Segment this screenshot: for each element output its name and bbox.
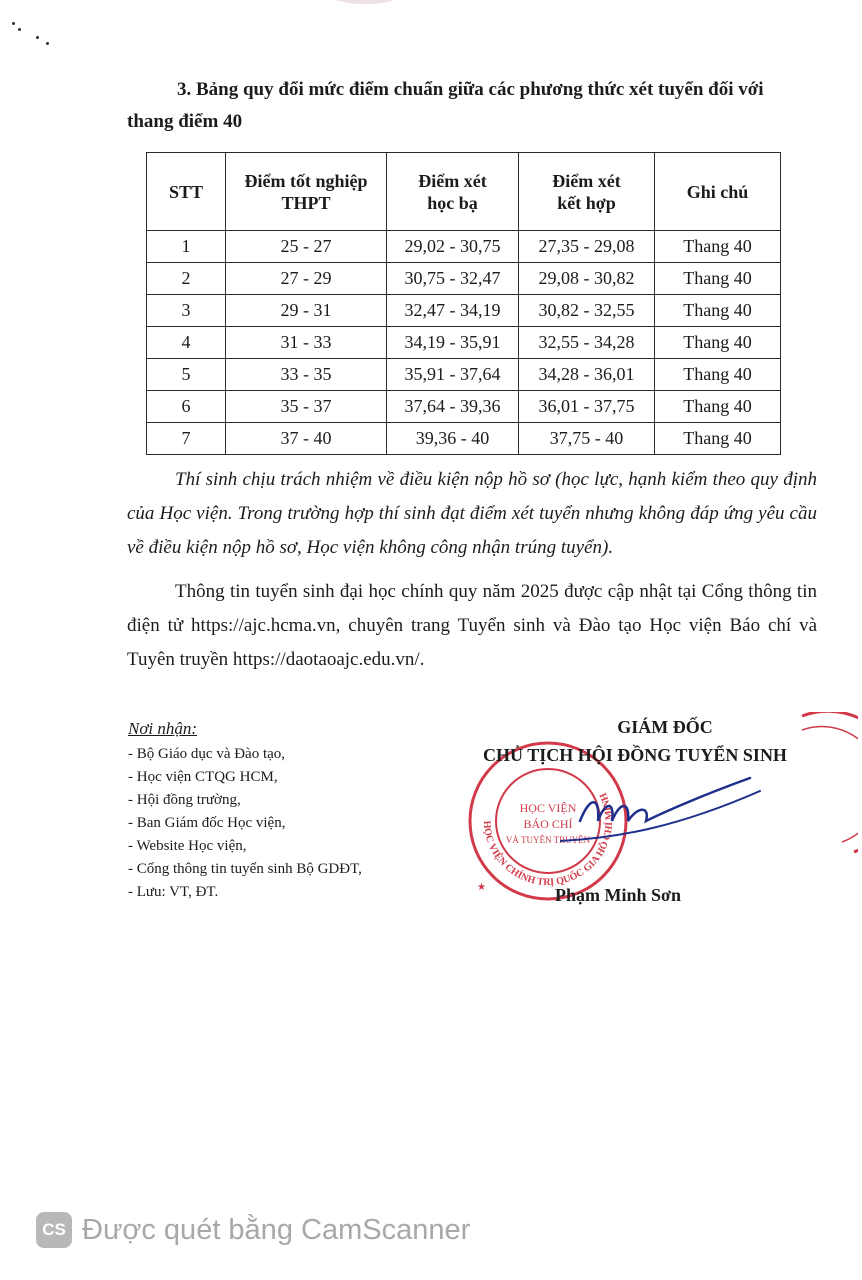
list-item: - Học viện CTQG HCM, — [128, 769, 278, 785]
list-item: - Website Học viện, — [128, 838, 247, 854]
stamp-ring-text: HỌC VIỆN CHÍNH TRỊ QUỐC GIA HỒ CHÍ MINH — [480, 791, 616, 889]
table-header-row — [147, 153, 781, 231]
camscanner-logo-icon: CS — [36, 1212, 72, 1248]
table-row: 5 33 - 35 35,91 - 37,64 34,28 - 36,01 Thang 40 — [147, 359, 781, 391]
header-ket-hop: Điểm xét kết hợp — [519, 153, 655, 231]
table-row: 3 29 - 31 32,47 - 34,19 30,82 - 32,55 Thang 40 — [147, 295, 781, 327]
header-thpt: Điểm tốt nghiệp THPT — [226, 153, 387, 231]
watermark-text: Được quét bằng CamScanner — [82, 1213, 471, 1246]
handwritten-signature — [560, 766, 800, 856]
recipients-title: Nơi nhận: — [128, 719, 198, 738]
candidate-responsibility-note: Thí sinh chịu trách nhiệm về điều kiện nộp hồ sơ (học lực, hạnh kiểm theo quy định của Học viện. Trong trường hợp thí sinh đạt điểm xét tuyển nhưng không đáp ứng yêu cầu về điều kiện nộp hồ sơ, Học viện không công nhận trúng tuyển). — [127, 469, 817, 558]
stamp-line-3: VÀ TUYÊN TRUYỀN — [505, 835, 591, 845]
star-icon: ★ — [477, 882, 486, 893]
table-row: 7 37 - 40 39,36 - 40 37,75 - 40 Thang 40 — [147, 423, 781, 455]
list-item: - Ban Giám đốc Học viện, — [128, 815, 286, 831]
table-row: 4 31 - 33 34,19 - 35,91 32,55 - 34,28 Thang 40 — [147, 327, 781, 359]
header-ghi-chu: Ghi chú — [655, 153, 781, 231]
recipients-block — [128, 717, 448, 904]
stamp-line-1: HỌC VIỆN — [519, 801, 577, 815]
stamp-line-2: BÁO CHÍ — [523, 817, 573, 831]
signer-title-2: CHỦ TỊCH HỘI ĐỒNG TUYỂN SINH — [483, 745, 787, 765]
heading-line-1: 3. Bảng quy đổi mức điểm chuẩn giữa các phương thức xét tuyển đối với — [177, 79, 764, 100]
admission-info-note: Thông tin tuyển sinh đại học chính quy năm 2025 được cập nhật tại Cổng thông tin điện tử https://ajc.hcma.vn, chuyên trang Tuyển sinh và Đào tạo Học viện Báo chí và Tuyên truyền https://daotaoajc.edu.vn/. — [127, 581, 817, 670]
list-item: - Hội đồng trường, — [128, 792, 241, 808]
scan-specks — [8, 14, 58, 54]
header-hoc-ba: Điểm xét học bạ — [387, 153, 519, 231]
header-stt: STT — [147, 153, 226, 231]
section-heading — [127, 74, 817, 138]
score-conversion-table — [146, 152, 781, 455]
scanner-watermark — [36, 1212, 470, 1248]
scan-smudge — [330, 0, 400, 4]
signer-title-1: GIÁM ĐỐC — [617, 717, 713, 737]
recipients-list — [128, 743, 448, 904]
table-row: 1 25 - 27 29,02 - 30,75 27,35 - 29,08 Thang 40 — [147, 231, 781, 263]
table-row: 2 27 - 29 30,75 - 32,47 29,08 - 30,82 Thang 40 — [147, 263, 781, 295]
list-item: - Cổng thông tin tuyển sinh Bộ GDĐT, — [128, 861, 362, 877]
signer-name: Phạm Minh Sơn — [555, 885, 681, 905]
list-item: - Bộ Giáo dục và Đào tạo, — [128, 746, 286, 762]
table-row: 6 35 - 37 37,64 - 39,36 36,01 - 37,75 Thang 40 — [147, 391, 781, 423]
heading-line-2: thang điểm 40 — [127, 111, 243, 132]
list-item: - Lưu: VT, ĐT. — [128, 884, 219, 900]
